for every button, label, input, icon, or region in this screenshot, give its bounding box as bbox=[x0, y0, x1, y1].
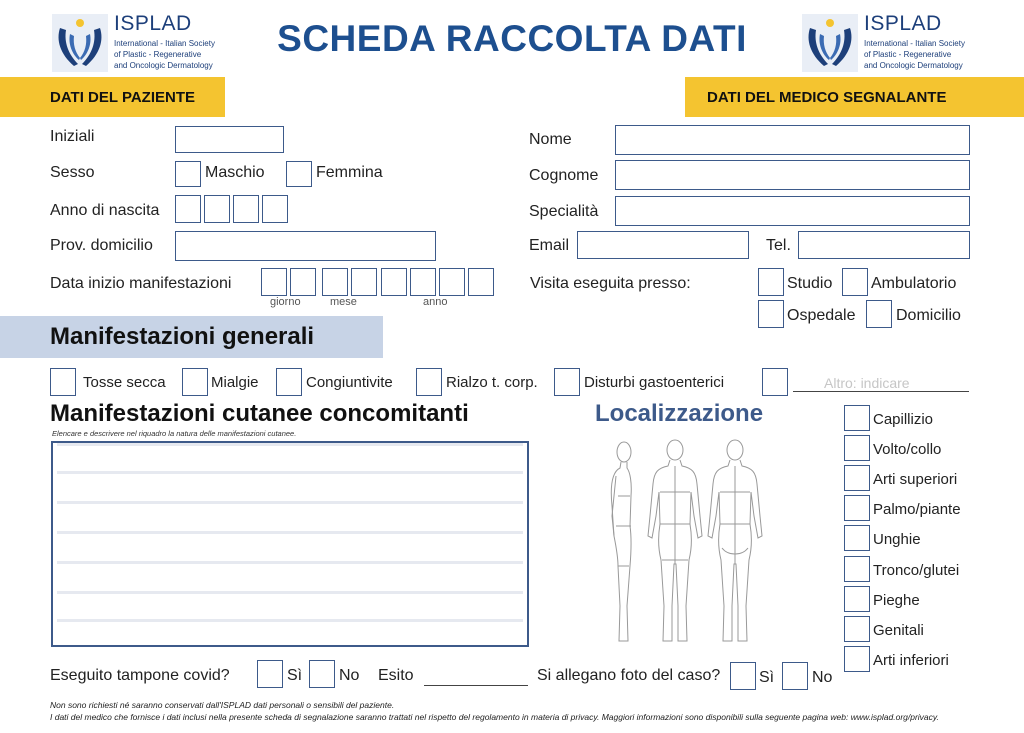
patient-banner: DATI DEL PAZIENTE bbox=[0, 77, 225, 117]
onset-date-label: Data inizio manifestazioni bbox=[50, 275, 232, 292]
covid-no-label: No bbox=[339, 667, 360, 684]
loc-label-4: Palmo/piante bbox=[873, 501, 961, 518]
general-label-4: Rialzo t. corp. bbox=[446, 374, 538, 391]
specialty-input[interactable] bbox=[615, 196, 970, 226]
loc-label-5: Unghie bbox=[873, 531, 921, 548]
studio-checkbox[interactable] bbox=[758, 268, 784, 296]
doctor-banner: DATI DEL MEDICO SEGNALANTE bbox=[685, 77, 1024, 117]
onset-year-digit-3[interactable] bbox=[439, 268, 465, 296]
ospedale-checkbox[interactable] bbox=[758, 300, 784, 328]
day-caption: giorno bbox=[270, 296, 301, 308]
loc-checkbox-7[interactable] bbox=[844, 586, 870, 612]
notes-line bbox=[57, 619, 523, 622]
logo-name: ISPLAD bbox=[114, 12, 192, 35]
first-name-input[interactable] bbox=[615, 125, 970, 155]
photos-no-label: No bbox=[812, 669, 833, 686]
loc-label-3: Arti superiori bbox=[873, 471, 958, 488]
female-label: Femmina bbox=[316, 164, 383, 181]
covid-swab-label: Eseguito tampone covid? bbox=[50, 667, 230, 684]
covid-no-checkbox[interactable] bbox=[309, 660, 335, 688]
onset-year-digit-2[interactable] bbox=[410, 268, 436, 296]
province-label: Prov. domicilio bbox=[50, 237, 153, 254]
onset-day-digit-1[interactable] bbox=[261, 268, 287, 296]
province-input[interactable] bbox=[175, 231, 436, 261]
logo-subtitle: International - Italian Society of Plastic - Regenerative and Oncologic Dermatology bbox=[864, 39, 965, 70]
notes-line bbox=[57, 471, 523, 474]
skin-instruction: Elencare e descrivere nel riquadro la natura delle manifestazioni cutanee. bbox=[52, 429, 297, 438]
domicilio-checkbox[interactable] bbox=[866, 300, 892, 328]
general-label-5: Disturbi gastoenterici bbox=[584, 374, 725, 391]
notes-line bbox=[57, 531, 523, 534]
male-label: Maschio bbox=[205, 164, 265, 181]
other-placeholder: Altro: indicare bbox=[824, 375, 910, 391]
notes-line bbox=[57, 591, 523, 594]
last-name-label: Cognome bbox=[529, 167, 599, 184]
male-checkbox[interactable] bbox=[175, 161, 201, 187]
birth-year-digit-2[interactable] bbox=[204, 195, 230, 223]
loc-label-1: Capillizio bbox=[873, 411, 934, 428]
onset-year-digit-4[interactable] bbox=[468, 268, 494, 296]
general-checkbox-2[interactable] bbox=[182, 368, 208, 396]
onset-year-digit-1[interactable] bbox=[381, 268, 407, 296]
footer-line-1: Non sono richiesti né saranno conservati dall'ISPLAD dati personali o sensibili del paziente. bbox=[50, 700, 395, 710]
loc-checkbox-2[interactable] bbox=[844, 435, 870, 461]
general-checkbox-4[interactable] bbox=[416, 368, 442, 396]
general-checkbox-1[interactable] bbox=[50, 368, 76, 396]
month-caption: mese bbox=[330, 296, 357, 308]
general-checkbox-5[interactable] bbox=[554, 368, 580, 396]
birth-year-digit-3[interactable] bbox=[233, 195, 259, 223]
studio-label: Studio bbox=[787, 275, 833, 292]
onset-month-digit-2[interactable] bbox=[351, 268, 377, 296]
loc-checkbox-5[interactable] bbox=[844, 525, 870, 551]
footer-line-2: I dati del medico che fornisce i dati inclusi nella presente scheda di segnalazione saranno trattati nel rispetto del regolamento in materia di privacy. Maggiori informazioni sono disponibili sulla seguente pagina web: www.isplad.org/privacy. bbox=[50, 712, 939, 722]
specialty-label: Specialità bbox=[529, 203, 599, 220]
birth-year-label: Anno di nascita bbox=[50, 202, 160, 219]
initials-input[interactable] bbox=[175, 126, 284, 153]
female-checkbox[interactable] bbox=[286, 161, 312, 187]
last-name-input[interactable] bbox=[615, 160, 970, 190]
result-label: Esito bbox=[378, 667, 414, 684]
general-section-title: Manifestazioni generali bbox=[50, 323, 315, 350]
ospedale-label: Ospedale bbox=[787, 307, 856, 324]
skin-section-title: Manifestazioni cutanee concomitanti bbox=[50, 400, 469, 427]
loc-checkbox-1[interactable] bbox=[844, 405, 870, 431]
general-checkbox-other[interactable] bbox=[762, 368, 788, 396]
birth-year-digit-4[interactable] bbox=[262, 195, 288, 223]
phone-label: Tel. bbox=[766, 237, 791, 254]
logo-name: ISPLAD bbox=[864, 12, 942, 35]
photos-yes-label: Sì bbox=[759, 669, 775, 686]
loc-label-7: Pieghe bbox=[873, 592, 920, 609]
notes-line bbox=[57, 561, 523, 564]
covid-yes-label: Sì bbox=[287, 667, 303, 684]
general-label-3: Congiuntivite bbox=[306, 374, 393, 391]
loc-checkbox-8[interactable] bbox=[844, 616, 870, 642]
loc-checkbox-9[interactable] bbox=[844, 646, 870, 672]
year-caption: anno bbox=[423, 296, 448, 308]
skin-notes-box[interactable] bbox=[51, 441, 529, 647]
loc-label-6: Tronco/glutei bbox=[873, 562, 960, 579]
page-title: SCHEDA RACCOLTA DATI bbox=[277, 18, 747, 59]
loc-label-8: Genitali bbox=[873, 622, 924, 639]
sex-label: Sesso bbox=[50, 164, 95, 181]
ambulatorio-checkbox[interactable] bbox=[842, 268, 868, 296]
photos-yes-checkbox[interactable] bbox=[730, 662, 756, 690]
general-label-1: Tosse secca bbox=[83, 374, 166, 391]
email-input[interactable] bbox=[577, 231, 749, 259]
photos-no-checkbox[interactable] bbox=[782, 662, 808, 690]
loc-checkbox-6[interactable] bbox=[844, 556, 870, 582]
phone-input[interactable] bbox=[798, 231, 970, 259]
loc-checkbox-4[interactable] bbox=[844, 495, 870, 521]
loc-label-9: Arti inferiori bbox=[873, 652, 949, 669]
result-input-line[interactable] bbox=[424, 685, 528, 686]
notes-line bbox=[57, 501, 523, 504]
notes-line bbox=[57, 443, 523, 446]
covid-yes-checkbox[interactable] bbox=[257, 660, 283, 688]
logo-subtitle: International - Italian Society of Plastic - Regenerative and Oncologic Dermatology bbox=[114, 39, 215, 70]
visit-at-label: Visita eseguita presso: bbox=[530, 275, 691, 292]
photos-label: Si allegano foto del caso? bbox=[537, 667, 721, 684]
ambulatorio-label: Ambulatorio bbox=[871, 275, 957, 292]
localization-title: Localizzazione bbox=[595, 400, 764, 427]
loc-checkbox-3[interactable] bbox=[844, 465, 870, 491]
onset-day-digit-2[interactable] bbox=[290, 268, 316, 296]
onset-month-digit-1[interactable] bbox=[322, 268, 348, 296]
first-name-label: Nome bbox=[529, 131, 572, 148]
loc-label-2: Volto/collo bbox=[873, 441, 942, 458]
birth-year-digit-1[interactable] bbox=[175, 195, 201, 223]
email-label: Email bbox=[529, 237, 570, 254]
initials-label: Iniziali bbox=[50, 128, 95, 145]
body-figures-icon bbox=[600, 436, 770, 648]
general-label-2: Mialgie bbox=[211, 374, 259, 391]
other-input-line[interactable] bbox=[793, 391, 969, 392]
general-checkbox-3[interactable] bbox=[276, 368, 302, 396]
domicilio-label: Domicilio bbox=[896, 307, 961, 324]
